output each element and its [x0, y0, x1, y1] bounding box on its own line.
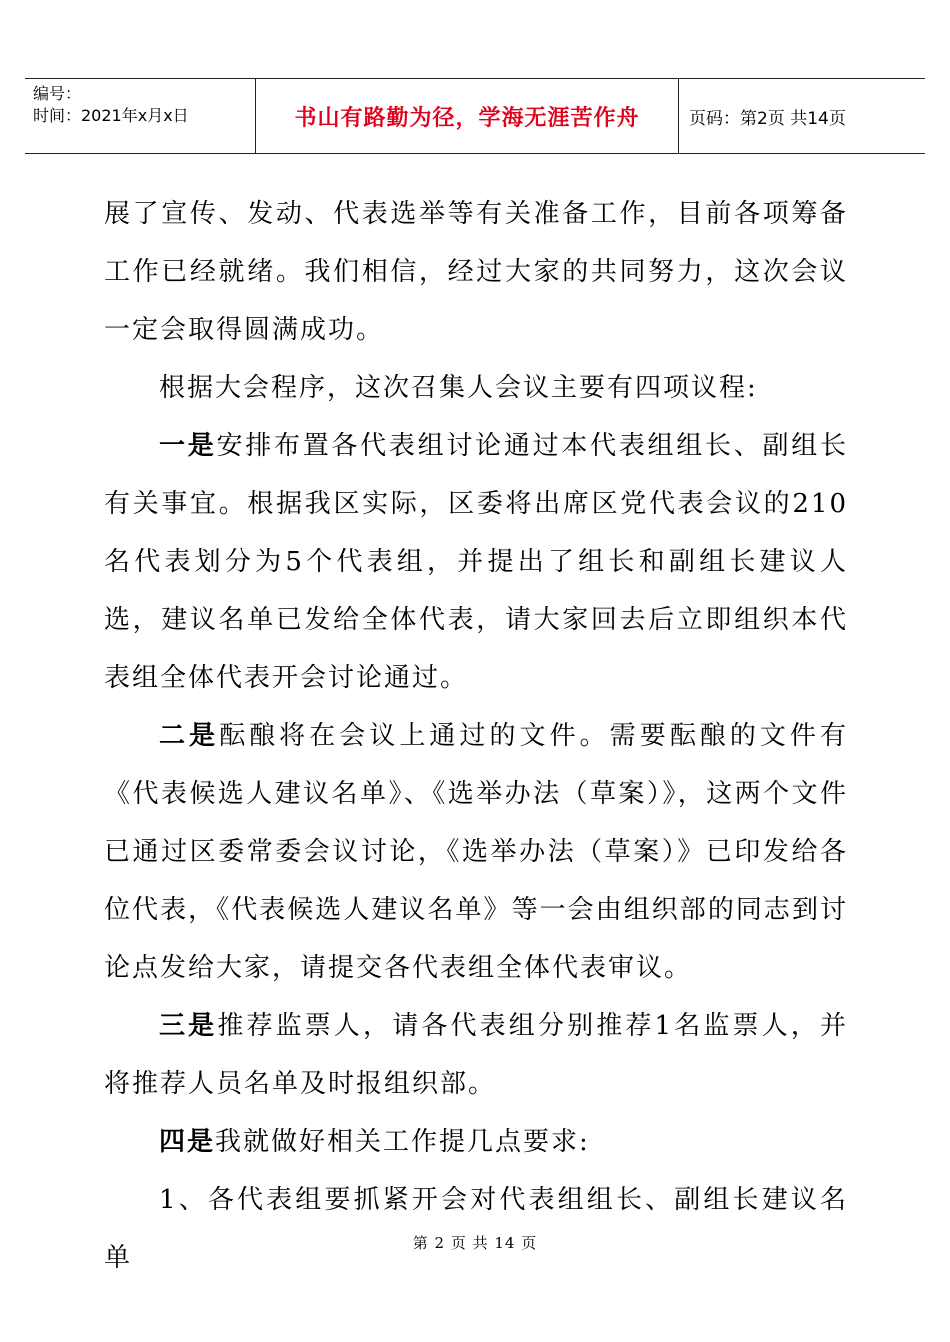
- paragraph-agenda-intro: 根据大会程序，这次召集人会议主要有四项议程:: [159, 373, 758, 403]
- item-2-text: 酝酿将在会议上通过的文件。需要酝酿的文件有《代表候选人建议名单》、《选举办法（草案）》，这两个文件已通过区委常委会议讨论，《选举办法（草案）》已印发给各位代表，《代表候选人建议名单》等一会由组织部的同志到讨论点发给大家，请提交各代表组全体代表审议。: [104, 721, 848, 983]
- header-motto: 书山有路勤为径，学海无涯苦作舟: [255, 79, 679, 153]
- header-meta: [25, 79, 255, 153]
- item-3-lead: 三是: [159, 1011, 218, 1041]
- paragraph-requirement-1: 1、各代表组要抓紧开会对代表组组长、副组长建议名单: [104, 1185, 848, 1273]
- date-label: 时间：2021年x月x日: [33, 106, 189, 125]
- item-1-text: 安排布置各代表组讨论通过本代表组组长、副组长有关事宜。根据我区实际，区委将出席区党代表会议的210名代表划分为5个代表组，并提出了组长和副组长建议人选，建议名单已发给全体代表，请大家回去后立即组织本代表组全体代表开会讨论通过。: [104, 431, 848, 693]
- item-4-lead: 四是: [159, 1127, 216, 1157]
- item-3-text: 推荐监票人，请各代表组分别推荐1名监票人，并将推荐人员名单及时报组织部。: [104, 1011, 848, 1099]
- serial-number-label: 编号：: [33, 84, 82, 103]
- page-footer: 第 2 页 共 14 页: [412, 1234, 538, 1252]
- document-body: [104, 185, 848, 1287]
- paragraph-item-2: [104, 707, 848, 997]
- paragraph-item-4: [104, 1113, 848, 1171]
- document-header: [25, 78, 925, 154]
- paragraph-continuation: 展了宣传、发动、代表选举等有关准备工作，目前各项筹备工作已经就绪。我们相信，经过大家的共同努力，这次会议一定会取得圆满成功。: [104, 199, 848, 345]
- paragraph-item-3: [104, 997, 848, 1113]
- item-1-lead: 一是: [159, 431, 217, 461]
- item-2-lead: 二是: [159, 721, 220, 751]
- paragraph-item-1: [104, 417, 848, 707]
- header-page-info: 页码：第2页 共14页: [689, 108, 846, 129]
- item-4-text: 我就做好相关工作提几点要求:: [215, 1127, 590, 1157]
